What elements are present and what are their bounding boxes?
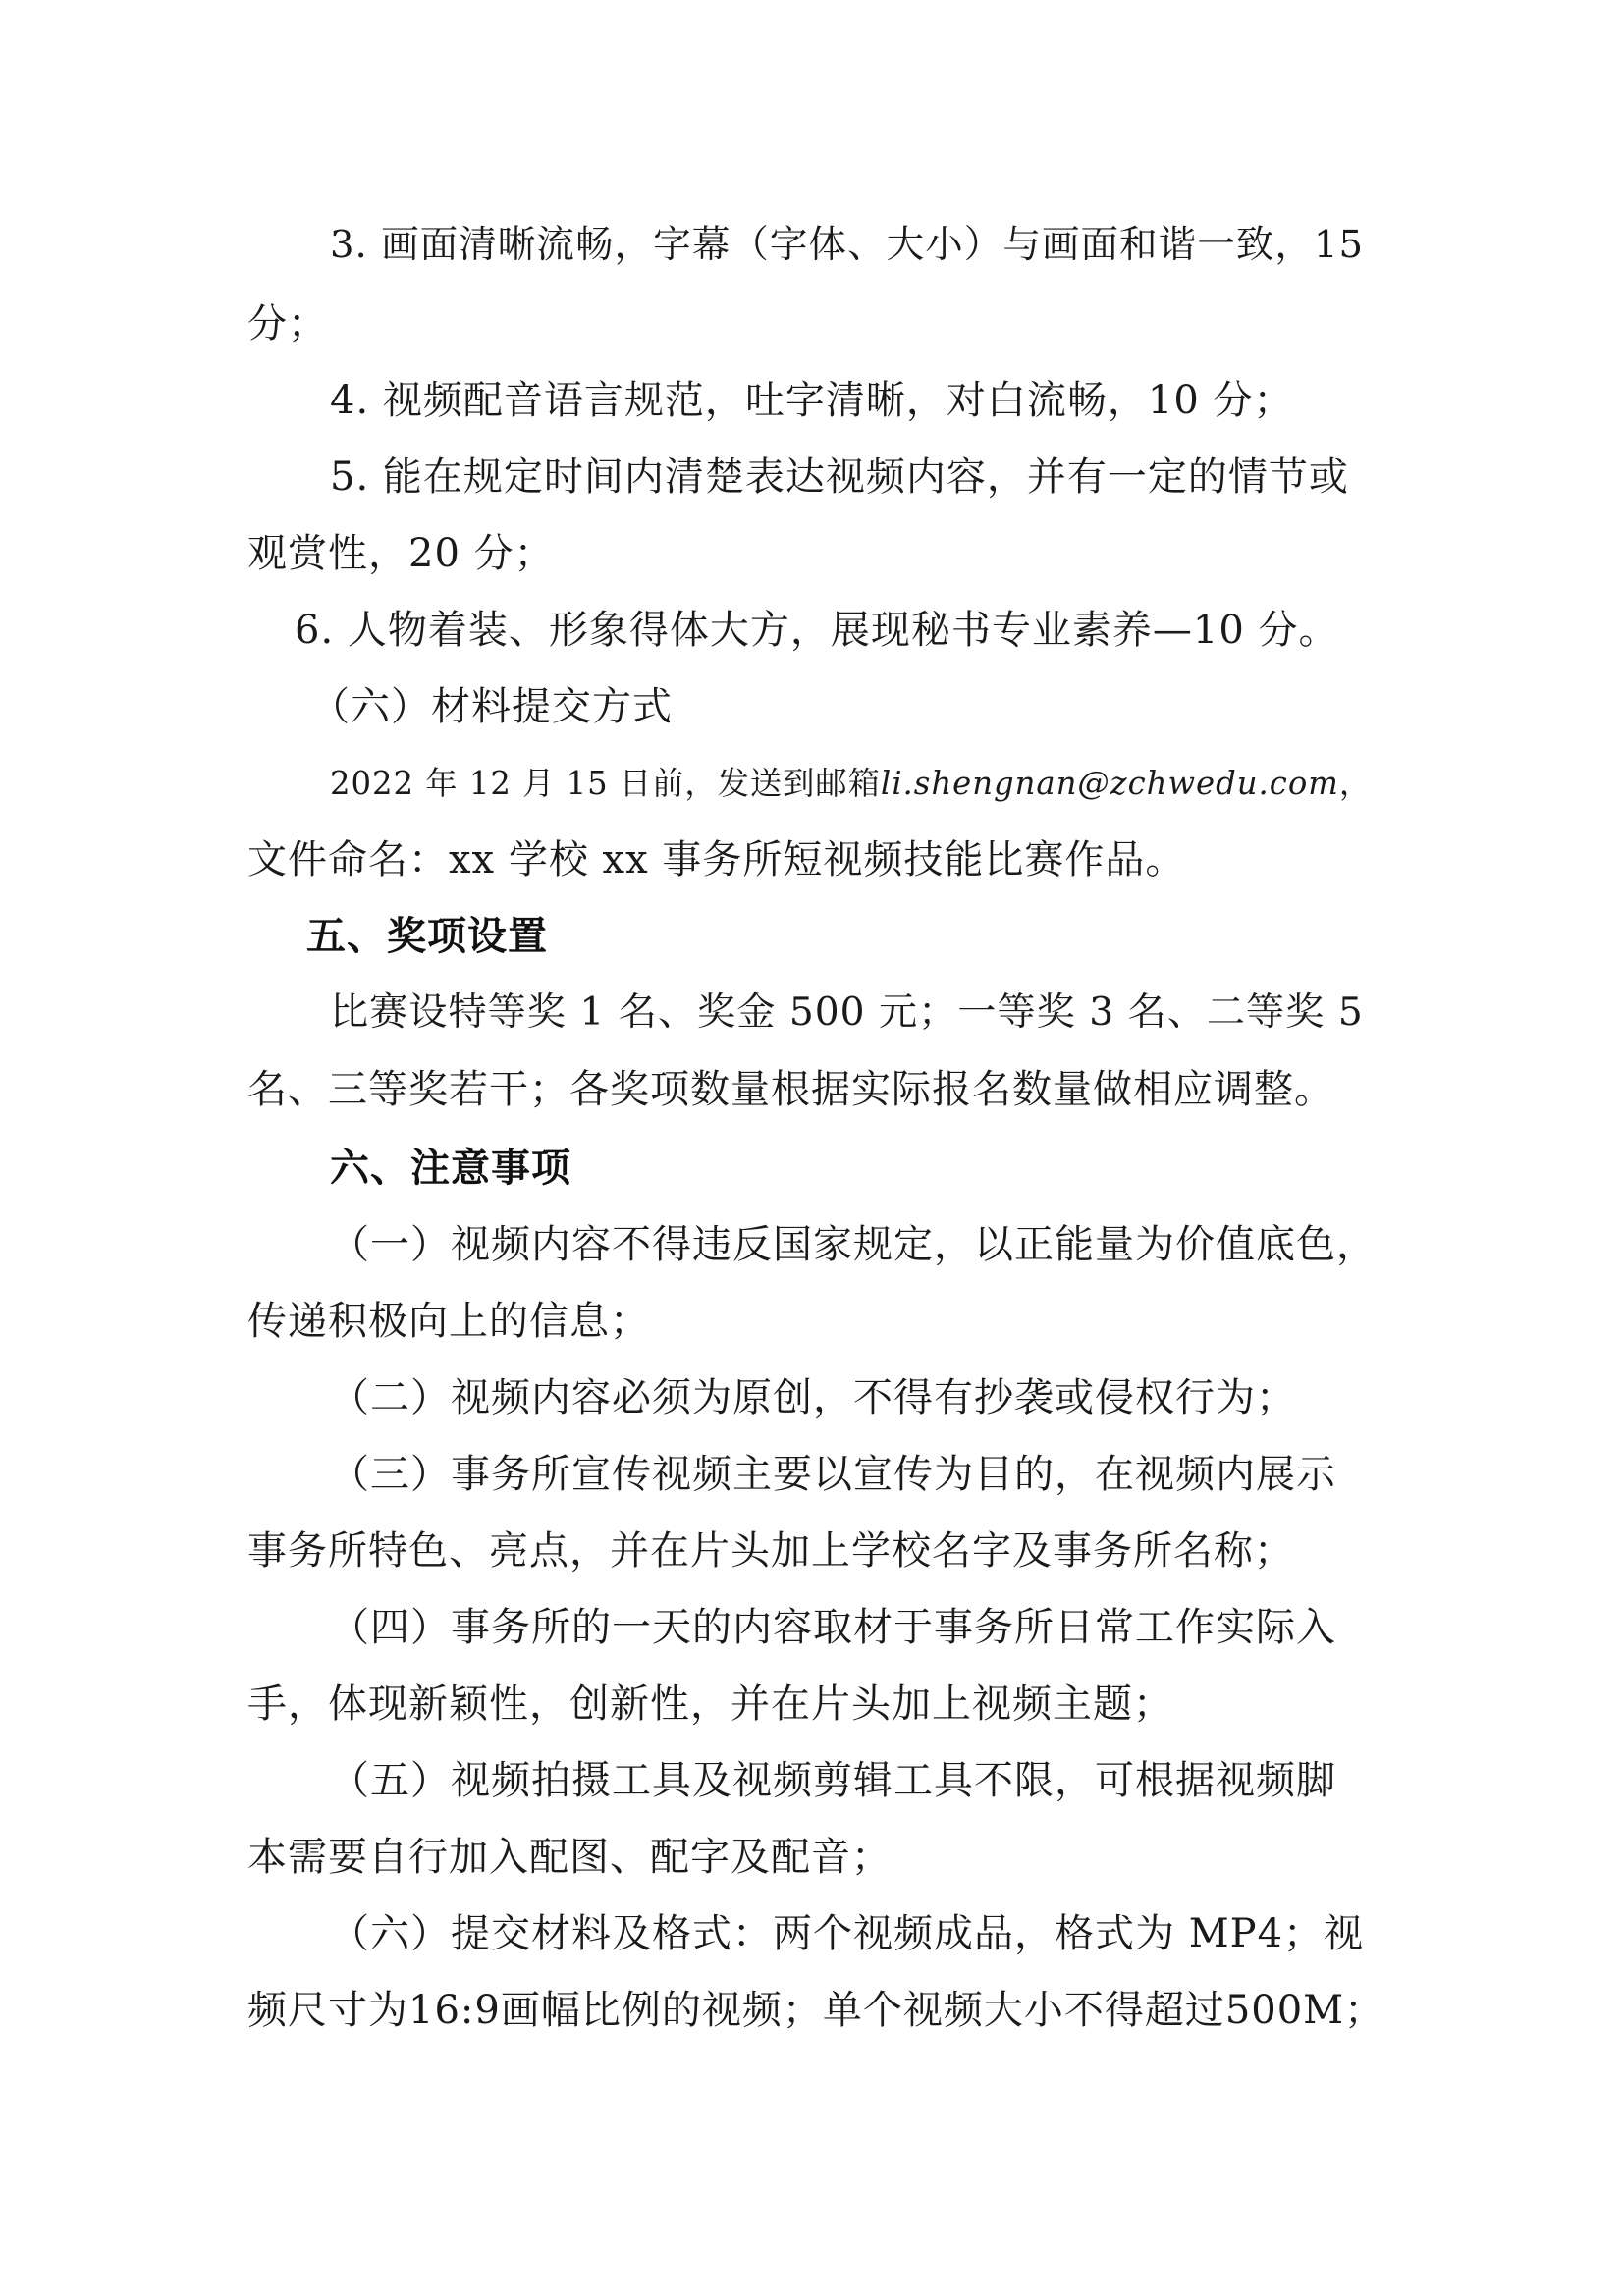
scoring-item-3-line1: 3. 画面清晰流畅，字幕（字体、大小）与画面和谐一致，15 xyxy=(330,223,1365,267)
note-1-line2: 传递积极向上的信息； xyxy=(247,1299,650,1344)
awards-heading: 五、奖项设置 xyxy=(306,914,548,959)
awards-line2: 名、三等奖若干；各奖项数量根据实际报名数量做相应调整。 xyxy=(247,1067,1334,1112)
scoring-item-5-line1: 5. 能在规定时间内清楚表达视频内容，并有一定的情节或 xyxy=(330,454,1349,500)
note-4-line2: 手，体现新颖性，创新性，并在片头加上视频主题； xyxy=(247,1682,1173,1727)
note-6-line1: （六）提交材料及格式：两个视频成品，格式为 MP4；视 xyxy=(330,1911,1365,1956)
note-5-line2: 本需要自行加入配图、配字及配音； xyxy=(247,1835,892,1880)
scoring-item-3-line2: 分； xyxy=(247,301,328,347)
submission-heading: （六）材料提交方式 xyxy=(310,684,673,729)
note-2: （二）视频内容必须为原创，不得有抄袭或侵权行为； xyxy=(330,1375,1296,1420)
note-6-line2: 频尺寸为16:9画幅比例的视频；单个视频大小不得超过500M； xyxy=(247,1988,1385,2033)
awards-line1: 比赛设特等奖 1 名、奖金 500 元；一等奖 3 名、二等奖 5 xyxy=(330,990,1364,1035)
note-4-line1: （四）事务所的一天的内容取材于事务所日常工作实际入 xyxy=(330,1605,1336,1650)
note-1-line1: （一）视频内容不得违反国家规定，以正能量为价值底色， xyxy=(330,1222,1377,1267)
submission-comma: ， xyxy=(1338,765,1373,802)
scoring-item-6: 6. 人物着装、形象得体大方，展现秘书专业素养—10 分。 xyxy=(295,608,1339,653)
note-3-line1: （三）事务所宣传视频主要以宣传为目的，在视频内展示 xyxy=(330,1452,1336,1497)
email-address[interactable]: li.shengnan@zchwedu.com xyxy=(880,765,1339,802)
submission-deadline-text: 2022 年 12 月 15 日前，发送到邮箱 xyxy=(330,765,881,802)
submission-line2: 文件命名：xx 学校 xx 事务所短视频技能比赛作品。 xyxy=(247,837,1186,882)
scoring-item-5-line2: 观赏性，20 分； xyxy=(247,531,555,576)
note-5-line1: （五）视频拍摄工具及视频剪辑工具不限，可根据视频脚 xyxy=(330,1758,1336,1803)
notes-heading: 六、注意事项 xyxy=(330,1146,571,1191)
submission-line1 xyxy=(330,754,1372,813)
note-3-line2: 事务所特色、亮点，并在片头加上学校名字及事务所名称； xyxy=(247,1528,1294,1574)
scoring-item-4: 4. 视频配音语言规范，吐字清晰，对白流畅，10 分； xyxy=(330,378,1294,423)
